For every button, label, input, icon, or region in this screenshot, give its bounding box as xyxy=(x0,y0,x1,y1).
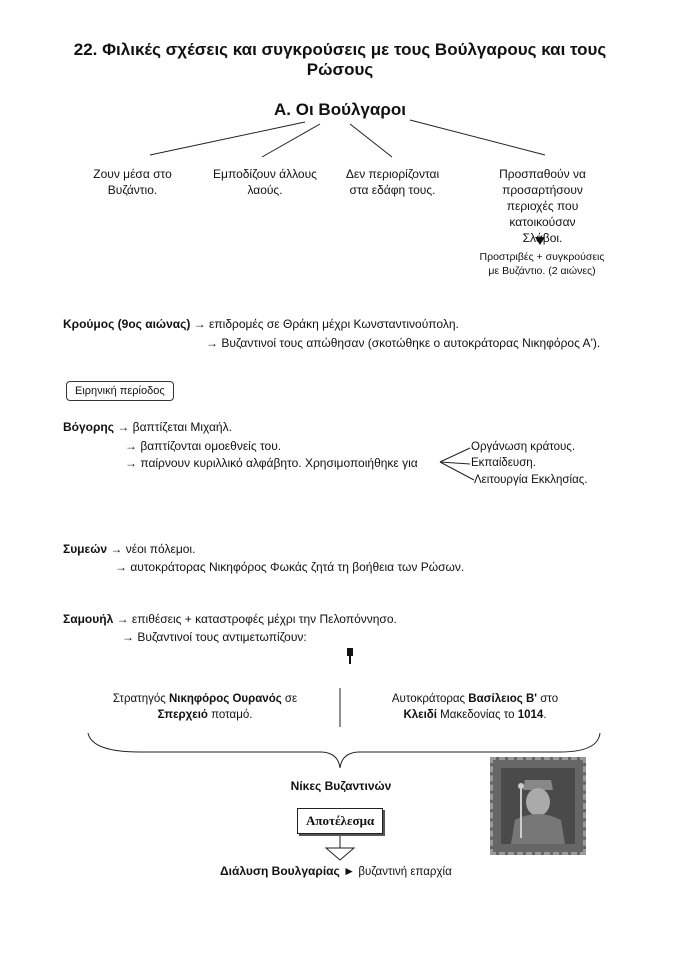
samuel-section xyxy=(63,612,397,626)
krumos-line1: → επιδρομές σε Θράκη μέχρι Κωνσταντινούπολη. xyxy=(193,317,459,331)
outcome-tail: βυζαντινή επαρχία xyxy=(358,866,452,878)
battle-right-place: Κλειδί xyxy=(403,709,437,721)
battle-right xyxy=(370,691,580,723)
stamp-portrait xyxy=(501,768,575,844)
branch-result: Προστριβές + συγκρούσεις με Βυζάντιο. (2 αιώνες) xyxy=(479,251,605,277)
samuel-line2: → Βυζαντινοί τους αντιμετωπίζουν: xyxy=(122,630,307,644)
use-1: Οργάνωση κράτους. xyxy=(471,441,576,453)
battle-right-mid: στο xyxy=(537,693,559,705)
samuel-name: Σαμουήλ xyxy=(63,612,114,626)
krumos-section xyxy=(63,317,459,331)
battle-right-post: Μακεδονίας το xyxy=(436,709,518,721)
vogoris-name: Βόγορης xyxy=(63,420,114,434)
branch-1: Ζουν μέσα στο Βυζάντιο. xyxy=(93,167,172,197)
peace-period-label: Ειρηνική περίοδος xyxy=(66,381,174,401)
vogoris-section xyxy=(63,420,232,434)
symeon-line2: → αυτοκράτορας Νικηφόρος Φωκάς ζητά τη βοήθεια των Ρώσων. xyxy=(115,560,465,574)
symeon-name: Συμεών xyxy=(63,542,108,556)
krumos-name: Κρούμος (9ος αιώνας) xyxy=(63,317,191,331)
use-2: Εκπαίδευση. xyxy=(471,457,536,469)
section-title: Α. Οι Βούλγαροι xyxy=(274,100,406,119)
page-title: 22. Φιλικές σχέσεις και συγκρούσεις με τους Βούλγαρους και τους Ρώσους xyxy=(73,40,607,79)
battle-left-pre: Στρατηγός xyxy=(112,693,169,705)
use-3: Λειτουργία Εκκλησίας. xyxy=(474,474,588,486)
portrait-icon xyxy=(501,768,575,844)
branch-3: Δεν περιορίζονται στα εδάφη τους. xyxy=(345,167,440,197)
emperor-stamp-image xyxy=(490,757,586,855)
victory-label: Νίκες Βυζαντινών xyxy=(290,779,392,793)
battle-right-emperor: Βασίλειος Β' xyxy=(468,693,538,705)
battle-left xyxy=(100,691,310,723)
vogoris-line3: → παίρνουν κυριλλικό αλφάβητο. Χρησιμοποιήθηκε για xyxy=(125,456,418,470)
symeon-line1: → νέοι πόλεμοι. xyxy=(110,542,196,556)
battle-right-year: 1014 xyxy=(517,709,544,721)
result-box: Αποτέλεσμα xyxy=(297,808,383,834)
vogoris-line1: → βαπτίζεται Μιχαήλ. xyxy=(117,420,232,434)
battle-left-mid: σε xyxy=(281,693,298,705)
symeon-section xyxy=(63,542,195,556)
battle-right-pre: Αυτοκράτορας xyxy=(391,693,469,705)
krumos-line2: → Βυζαντινοί τους απώθησαν (σκοτώθηκε ο αυτοκράτορας Νικηφόρος Α'). xyxy=(206,336,601,350)
battle-left-river: Σπερχειό xyxy=(157,709,208,721)
branch-4: Προσπαθούν να προσαρτήσουν περιοχές που κατοικούσαν Σλάβοι. xyxy=(499,167,586,245)
vogoris-line2: → βαπτίζονται ομοεθνείς του. xyxy=(125,439,282,453)
battle-left-general: Νικηφόρος Ουρανός xyxy=(168,693,282,705)
play-arrow-icon: ► xyxy=(343,864,355,878)
battle-left-post: ποταμό. xyxy=(207,709,253,721)
outcome-line xyxy=(220,864,452,878)
battle-right-end: . xyxy=(543,709,547,721)
branch-2: Εμποδίζουν άλλους λαούς. xyxy=(213,167,317,197)
outcome-text: Διάλυση Βουλγαρίας xyxy=(220,864,340,878)
samuel-line1: → επιθέσεις + καταστροφές μέχρι την Πελοπόννησο. xyxy=(116,612,397,626)
